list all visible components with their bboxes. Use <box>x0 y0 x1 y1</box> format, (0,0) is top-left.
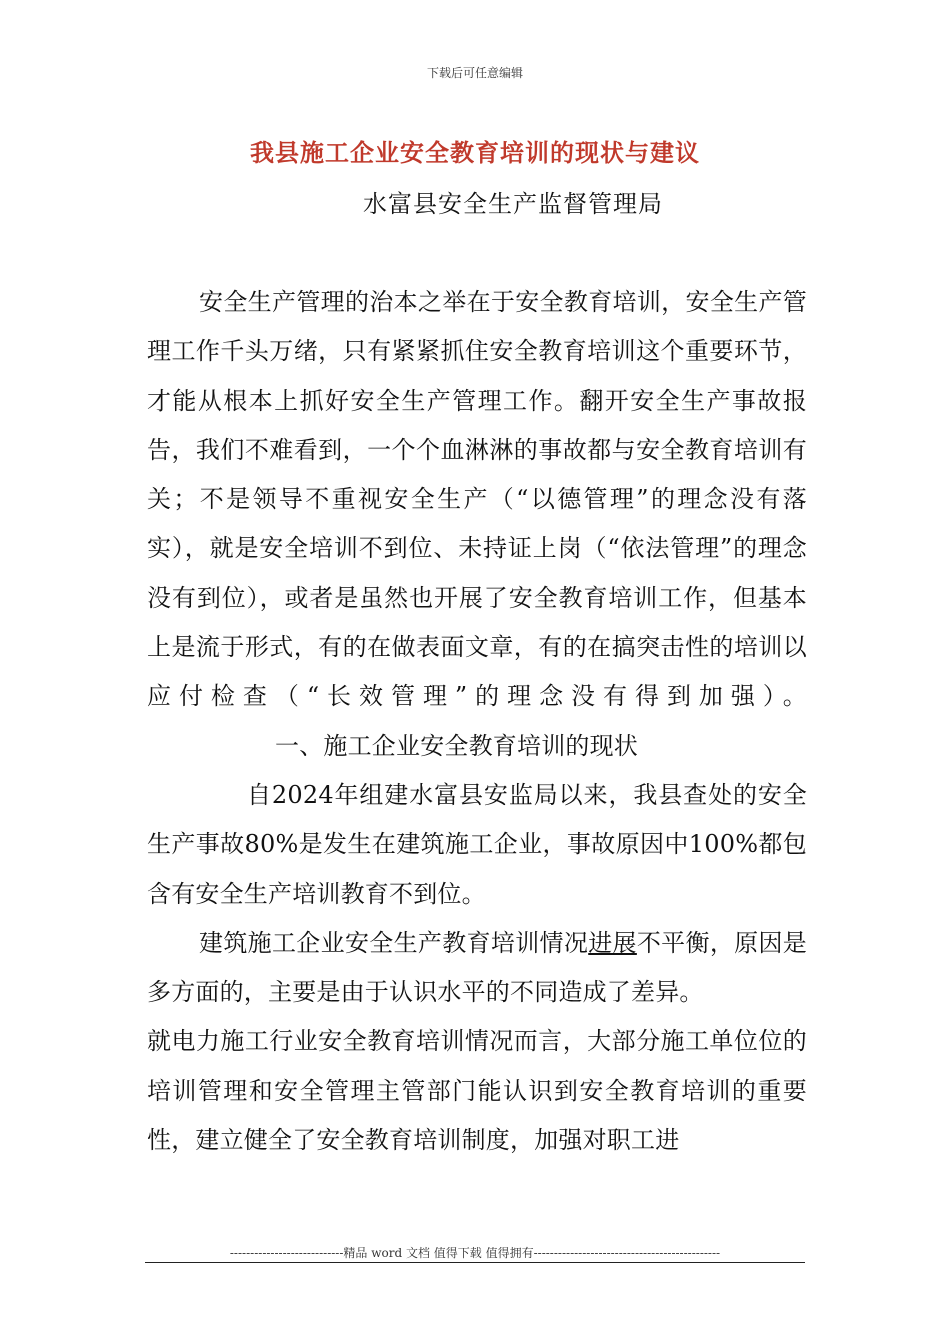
header-note: 下载后可任意编辑 <box>426 66 523 80</box>
paragraph-power-industry: 就电力施工行业安全教育培训情况而言，大部分施工单位位的培训管理和安全管理主管部门能认识到安全教育培训的重要性，建立健全了安全教育培训制度，加强对职工进 <box>147 1027 807 1155</box>
footer-divider <box>145 1262 805 1263</box>
paragraph-intro <box>147 278 807 771</box>
paragraph-status: 自2024年组建水富县安监局以来，我县查处的安全生产事故80%是发生在建筑施工企业，事故原因中100%都包含有安全生产培训教育不到位。 <box>147 780 807 908</box>
document-author: 水富县安全生产监督管理局 <box>363 190 663 218</box>
document-title: 我县施工企业安全教育培训的现状与建议 <box>250 138 700 167</box>
footer-text: ----------------------------精品 word 文档 值得下载 值得拥有---------------------------------------------- <box>229 1246 721 1260</box>
paragraph-progress-text-a: 建筑施工企业安全生产教育培训情况 <box>199 928 589 957</box>
paragraph-progress-text-b: 不平衡，原因是多方面的，主要是由于认识水平的不同造成了差异。 <box>147 928 808 1007</box>
section-heading-1: 一、施工企业安全教育培训的现状 <box>275 731 638 760</box>
underlined-word: 进展 <box>588 928 637 957</box>
document-body <box>147 278 807 1165</box>
paragraph-intro-text: 安全生产管理的治本之举在于安全教育培训，安全生产管理工作千头万绪，只有紧紧抓住安全教育培训这个重要环节，才能从根本上抓好安全生产管理工作。翻开安全生产事故报告，我们不难看到，一个个血淋淋的事故都与安全教育培训有关；不是领导不重视安全生产（“以德管理”的理念没有落实），就是安全培训不到位、未持证上岗（“依法管理”的理念没有到位），或者是虽然也开展了安全教育培训工作，但基本上是流于形式，有的在做表面文章，有的在搞突击性的培训以应付检查（“长效管理”的理念没有得到加强）。 <box>147 288 807 711</box>
paragraph-progress <box>147 919 807 1018</box>
